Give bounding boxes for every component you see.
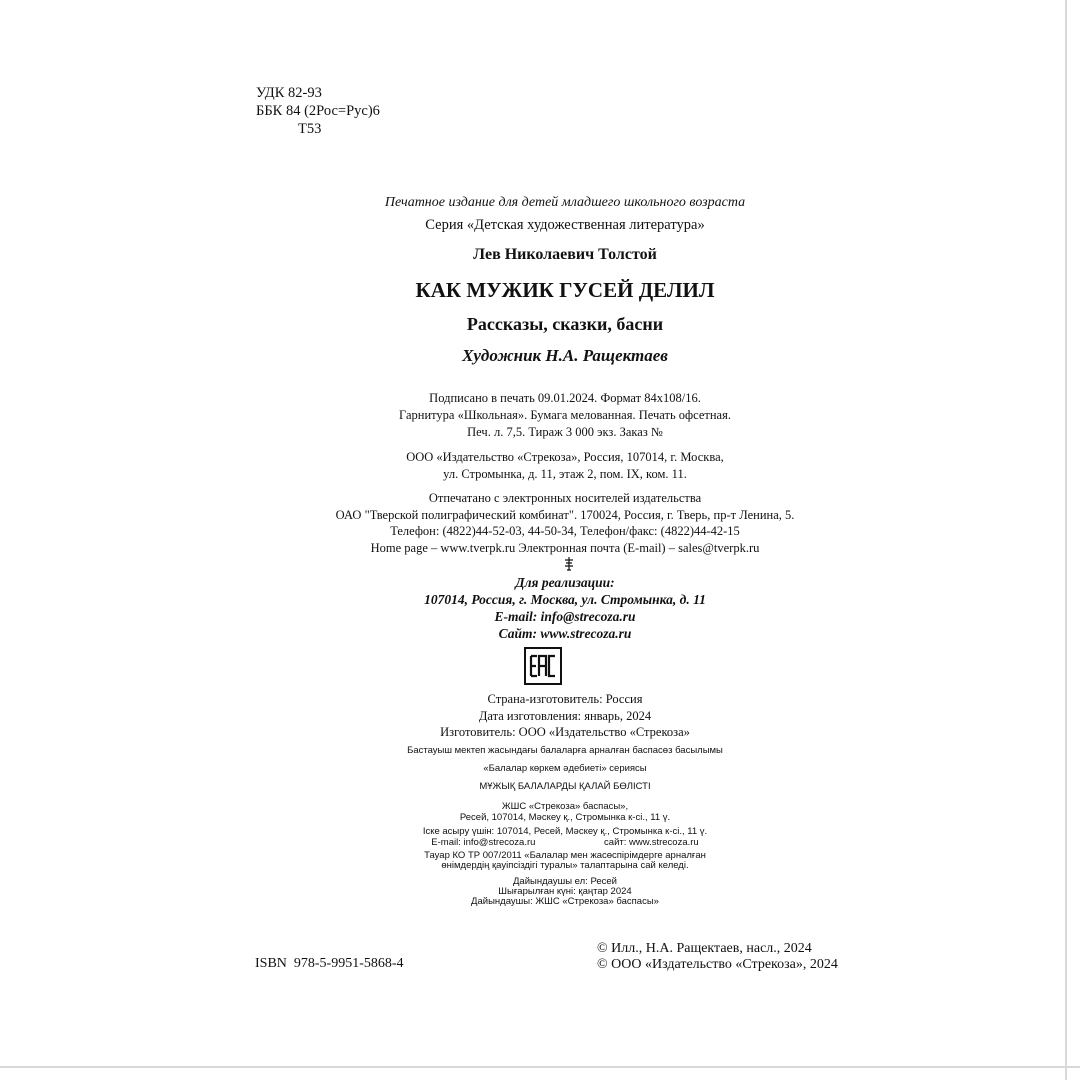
printer-line: Отпечатано с электронных носителей издательства — [428, 491, 702, 505]
manufacture-line: Изготовитель: ООО «Издательство «Стрекоза» — [440, 725, 690, 739]
sales-line: Для реализации: — [515, 575, 615, 590]
udk-block — [256, 84, 380, 138]
print-info-line: Подписано в печать 09.01.2024. Формат 84x108/16. — [429, 391, 701, 405]
sales-line: Сайт: www.strecoza.ru — [498, 626, 632, 641]
publisher-info — [0, 449, 1080, 483]
author-name: Лев Николаевич Толстой — [473, 246, 657, 263]
copyright-illustrations: © Илл., Н.А. Ращектаев, насл., 2024 — [597, 941, 812, 956]
manufacture-line: Страна-изготовитель: Россия — [487, 692, 643, 706]
isbn: ISBN 978-5-9951-5868-4 — [255, 956, 404, 971]
kazakh-publisher — [0, 801, 1080, 823]
kazakh-line: Шығарылған күні: қаңтар 2024 — [498, 886, 632, 897]
kazakh-line: Ресей, 107014, Мәскеу қ., Стромынка к-сі., 11 ү. — [459, 812, 671, 823]
kazakh-line: өнімдердің қауіпсіздігі туралы» талаптарына сай келеді. — [441, 860, 689, 871]
bbk-line: ББК 84 (2Рос=Рус)6 — [256, 103, 380, 119]
sales-line: 107014, Россия, г. Москва, ул. Стромынка, д. 11 — [424, 592, 706, 607]
print-info-line: Гарнитура «Школьная». Бумага мелованная. Печать офсетная. — [399, 408, 731, 422]
manufacture-line: Дата изготовления: январь, 2024 — [478, 708, 652, 723]
kazakh-sales — [0, 826, 1080, 848]
kazakh-line: Іске асыру үшін: 107014, Ресей, Мәскеу қ., Стромынка к-сі., 11 ү. — [422, 826, 708, 837]
print-info — [0, 390, 1080, 441]
printer-line: ОАО "Тверской полиграфический комбинат". 170024, Россия, г. Тверь, пр-т Ленина, 5. — [335, 507, 795, 522]
sales-line: E-mail: info@strecoza.ru — [494, 609, 636, 624]
manufacture-info — [0, 691, 1080, 741]
publisher-line: ул. Стромынка, д. 11, этаж 2, пом. IX, ком. 11. — [443, 467, 687, 481]
copyright-publisher: © ООО «Издательство «Стрекоза», 2024 — [597, 957, 838, 972]
publisher-line: ООО «Издательство «Стрекоза», Россия, 107014, г. Москва, — [406, 450, 724, 464]
udk-line: УДК 82-93 — [256, 85, 322, 101]
kazakh-line: E-mail: info@strecoza.ru сайт: www.strecoza.ru — [431, 837, 699, 848]
kazakh-line: Тауар КО ТР 007/2011 «Балалар мен жасөспірімдерге арналған — [424, 850, 706, 861]
kazakh-line: Бастауыш мектеп жасындағы балаларға арналған баспасөз басылымы — [407, 745, 723, 756]
printer-line: Home page – www.tverpk.ru Электронная почта (E-mail) – sales@tverpk.ru — [370, 540, 760, 555]
sales-info — [0, 574, 1080, 642]
page-edge-bottom — [0, 1066, 1080, 1068]
kazakh-line: Дайындаушы ел: Ресей — [513, 876, 617, 887]
series-line: Серия «Детская художественная литература» — [425, 217, 705, 233]
kazakh-compliance — [0, 851, 1080, 871]
illustrator-line: Художник Н.А. Ращектаев — [462, 346, 668, 365]
kazakh-line: МҰЖЫҚ БАЛАЛАРДЫ ҚАЛАЙ БӨЛІСТІ — [479, 781, 651, 792]
printer-line: Телефон: (4822)44-52-03, 44-50-34, Телефон/факс: (4822)44-42-15 — [390, 524, 740, 538]
kazakh-line: ЖШС «Стрекоза» баспасы», — [501, 801, 629, 812]
book-subtitle: Рассказы, сказки, басни — [466, 314, 664, 334]
page-edge-right — [1065, 0, 1067, 1080]
print-info-line: Печ. л. 7,5. Тираж 3 000 экз. Заказ № — [467, 425, 663, 439]
edition-note: Печатное издание для детей младшего школьного возраста — [384, 195, 746, 210]
kazakh-line: Дайындаушы: ЖШС «Стрекоза» баспасы» — [471, 896, 659, 907]
eac-mark-icon — [524, 647, 562, 685]
kazakh-line: «Балалар көркем әдебиеті» сериясы — [483, 763, 647, 774]
book-title: КАК МУЖИК ГУСЕЙ ДЕЛИЛ — [415, 278, 715, 302]
author-mark: Т53 — [298, 121, 322, 137]
kazakh-manufacture — [0, 877, 1080, 907]
printer-logo-icon — [564, 557, 574, 571]
printer-info — [0, 490, 1080, 556]
